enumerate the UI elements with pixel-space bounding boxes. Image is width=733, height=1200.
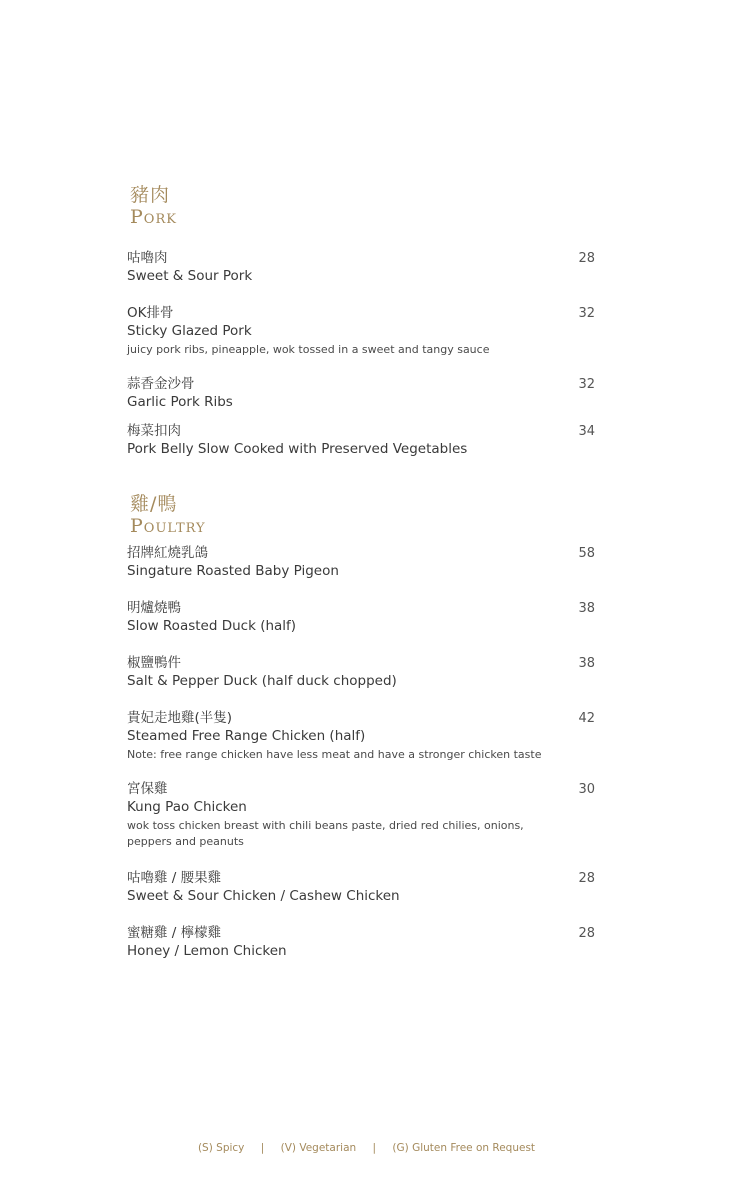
dish-name-en: Steamed Free Range Chicken (half) (127, 728, 366, 744)
section-title-zh: 雞/鴨 (130, 493, 178, 515)
dish-name-en: Singature Roasted Baby Pigeon (127, 563, 339, 579)
dish-name-zh: 咕嚕肉 (127, 250, 168, 266)
menu-item (127, 305, 597, 358)
menu-item (127, 423, 597, 458)
dish-name-zh: OK排骨 (127, 305, 174, 321)
dish-name-zh: 蒜香金沙骨 (127, 376, 195, 392)
dish-name-en: Sticky Glazed Pork (127, 323, 252, 339)
dish-name-en: Honey / Lemon Chicken (127, 943, 287, 959)
legend-gluten-free: (G) Gluten Free on Request (392, 1142, 536, 1154)
menu-item (127, 710, 597, 763)
dish-name-en: Salt & Pepper Duck (half duck chopped) (127, 673, 397, 689)
dish-price: 38 (578, 656, 595, 671)
menu-item (127, 545, 597, 580)
dish-description: wok toss chicken breast with chili beans paste, dried red chilies, onions, peppers and peanuts (127, 819, 524, 848)
menu-item (127, 376, 597, 411)
dietary-legend (0, 1142, 733, 1154)
menu-item (127, 600, 597, 635)
dish-price: 32 (578, 377, 595, 392)
dish-price: 28 (578, 926, 595, 941)
menu-item (127, 250, 597, 285)
section-title-zh: 豬肉 (130, 184, 171, 206)
dish-name-en: Slow Roasted Duck (half) (127, 618, 297, 634)
dish-description: juicy pork ribs, pineapple, wok tossed in a sweet and tangy sauce (127, 343, 490, 356)
dish-price: 38 (578, 601, 595, 616)
dish-name-zh: 椒鹽鴨件 (127, 655, 181, 671)
legend-spicy: (S) Spicy (197, 1142, 245, 1154)
legend-separator: | (372, 1142, 377, 1154)
dish-price: 28 (578, 251, 595, 266)
section-heading-pork (130, 184, 177, 228)
dish-name-zh: 貴妃走地雞(半隻) (127, 710, 233, 726)
dish-name-en: Pork Belly Slow Cooked with Preserved Vegetables (127, 441, 468, 457)
menu-item (127, 781, 597, 850)
dish-name-zh: 明爐燒鴨 (127, 600, 181, 616)
menu-item (127, 870, 597, 905)
dish-name-zh: 宮保雞 (127, 781, 168, 797)
dish-name-zh: 梅菜扣肉 (127, 423, 181, 439)
section-title-en: Pork (130, 206, 177, 228)
menu-item (127, 925, 597, 960)
dish-name-en: Garlic Pork Ribs (127, 394, 233, 410)
menu-item (127, 655, 597, 690)
section-heading-poultry (130, 493, 206, 537)
dish-price: 42 (578, 711, 595, 726)
legend-separator: | (260, 1142, 265, 1154)
dish-name-zh: 咕嚕雞 / 腰果雞 (127, 870, 222, 886)
dish-name-en: Sweet & Sour Pork (127, 268, 253, 284)
dish-description: Note: free range chicken have less meat and have a stronger chicken taste (127, 748, 542, 761)
dish-name-en: Kung Pao Chicken (127, 799, 247, 815)
section-title-en: Poultry (130, 515, 206, 537)
dish-price: 34 (578, 424, 595, 439)
dish-name-zh: 蜜糖雞 / 檸檬雞 (127, 925, 222, 941)
dish-price: 32 (578, 306, 595, 321)
dish-price: 30 (578, 782, 595, 797)
dish-price: 58 (578, 546, 595, 561)
dish-name-zh: 招牌紅燒乳鴿 (127, 545, 208, 561)
dish-price: 28 (578, 871, 595, 886)
dish-name-en: Sweet & Sour Chicken / Cashew Chicken (127, 888, 400, 904)
legend-vegetarian: (V) Vegetarian (280, 1142, 357, 1154)
